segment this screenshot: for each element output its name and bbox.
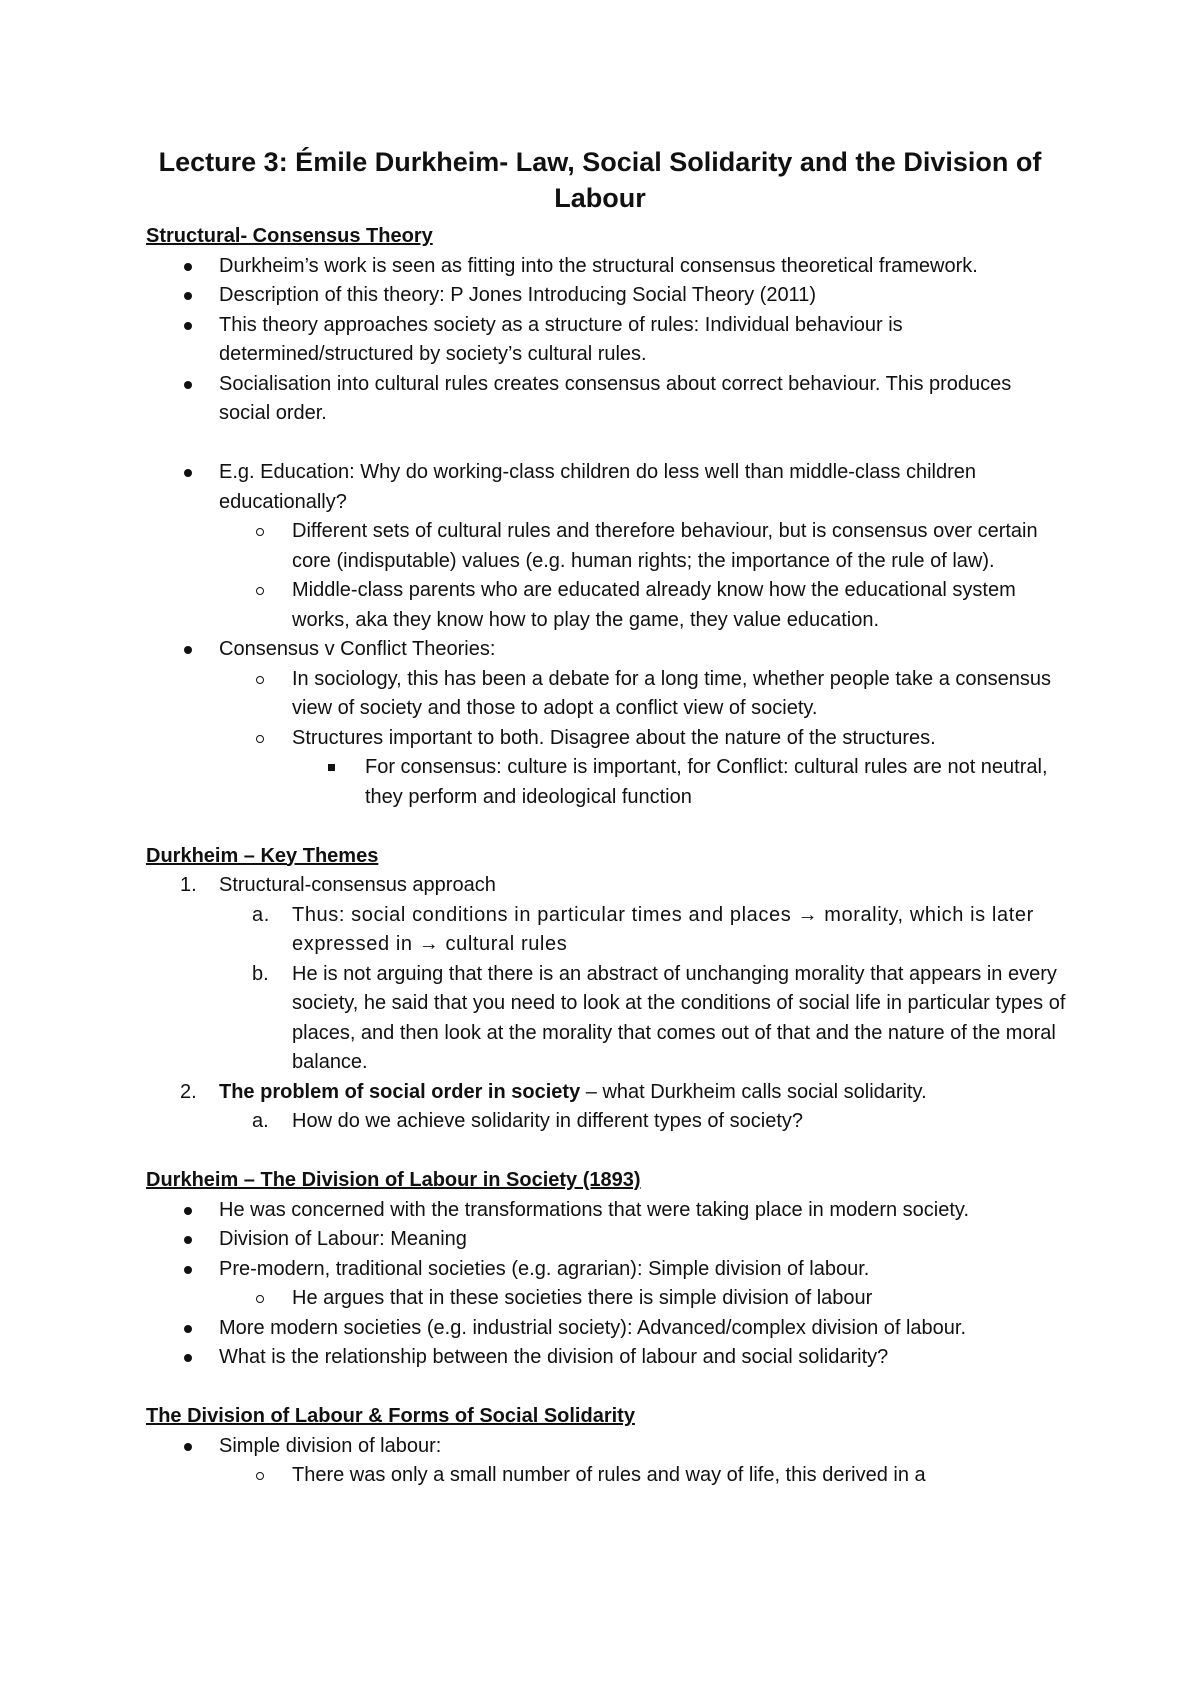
list-item: This theory approaches society as a structure of rules: Individual behaviour is determined/structured by society’s cultural rules. [146, 311, 1066, 370]
list-item: Division of Labour: Meaning [146, 1225, 1066, 1255]
list-item: Pre-modern, traditional societies (e.g. agrarian): Simple division of labour. [146, 1255, 1066, 1285]
list-item: 2. The problem of social order in society – what Durkheim calls social solidarity. [146, 1078, 1066, 1108]
list-item: He was concerned with the transformations that were taking place in modern society. [146, 1196, 1066, 1226]
spacer [146, 1137, 1066, 1167]
list-item: Description of this theory: P Jones Introducing Social Theory (2011) [146, 281, 1066, 311]
list-item: More modern societies (e.g. industrial society): Advanced/complex division of labour. [146, 1314, 1066, 1344]
section-heading-key-themes: Durkheim – Key Themes [146, 844, 379, 867]
section-heading-division-of-labour: Durkheim – The Division of Labour in Society (1893) [146, 1169, 641, 1191]
list-letter: a. [252, 903, 270, 926]
section-list-education [146, 458, 1066, 812]
bullet-circle-icon [256, 587, 264, 595]
list-number: 1. [180, 874, 197, 896]
list-item: b. He is not arguing that there is an abstract of unchanging morality that appears in every society, he said that you need to look at the conditions of social life in particular types of places, and then look at the morality that comes out of that and the nature of the moral balance. [146, 960, 1066, 1078]
list-letter: b. [252, 962, 269, 985]
list-item: Different sets of cultural rules and therefore behaviour, but is consensus over certain core (indisputable) values (e.g. human rights; the importance of the rule of law). [146, 517, 1066, 576]
list-item: Middle-class parents who are educated already know how the educational system works, aka they know how to play the game, they value education. [146, 576, 1066, 635]
list-item: There was only a small number of rules and way of life, this derived in a [146, 1461, 1066, 1491]
section-list-key-themes [146, 871, 1066, 1137]
bullet-circle-icon [256, 1472, 264, 1480]
list-item: In sociology, this has been a debate for a long time, whether people take a consensus view of society and those to adopt a conflict view of society. [146, 665, 1066, 724]
section-heading-forms-of-solidarity: The Division of Labour & Forms of Social Solidarity [146, 1405, 635, 1427]
bullet-disc-icon [184, 469, 192, 477]
bullet-disc-icon [184, 646, 192, 654]
bullet-disc-icon [184, 1207, 192, 1215]
list-item: Socialisation into cultural rules creates consensus about correct behaviour. This produces social order. [146, 370, 1066, 429]
section-list-division-of-labour [146, 1196, 1066, 1373]
list-item: What is the relationship between the division of labour and social solidarity? [146, 1343, 1066, 1373]
bullet-disc-icon [184, 1266, 192, 1274]
list-item: a. Thus: social conditions in particular times and places → morality, which is later expressed in → cultural rules [146, 901, 1066, 960]
spacer [146, 1373, 1066, 1403]
bullet-disc-icon [184, 1443, 192, 1451]
section-list-forms-of-solidarity [146, 1432, 1066, 1491]
spacer [146, 429, 1066, 459]
bullet-disc-icon [184, 1354, 192, 1362]
section-list-structural-consensus [146, 252, 1066, 429]
bold-phrase: The problem of social order in society [219, 1080, 581, 1103]
bullet-circle-icon [256, 676, 264, 684]
section-heading-structural-consensus: Structural- Consensus Theory [146, 225, 433, 247]
list-letter: a. [252, 1110, 269, 1132]
bullet-circle-icon [256, 735, 264, 743]
list-item: For consensus: culture is important, for Conflict: cultural rules are not neutral, they perform and ideological function [146, 753, 1066, 812]
list-item: 1. Structural-consensus approach [146, 871, 1066, 901]
document-title: Lecture 3: Émile Durkheim- Law, Social Solidarity and the Division of Labour [158, 147, 1042, 213]
list-item: Consensus v Conflict Theories: [146, 635, 1066, 665]
list-item: He argues that in these societies there is simple division of labour [146, 1284, 1066, 1314]
bullet-disc-icon [184, 292, 192, 300]
list-item: Structures important to both. Disagree about the nature of the structures. [146, 724, 1066, 754]
bullet-circle-icon [256, 528, 264, 536]
bullet-disc-icon [184, 1236, 192, 1244]
bullet-disc-icon [184, 381, 192, 389]
document-body [146, 222, 1066, 1491]
list-item: Durkheim’s work is seen as fitting into the structural consensus theoretical framework. [146, 252, 1066, 282]
list-item: E.g. Education: Why do working-class children do less well than middle-class children educationally? [146, 458, 1066, 517]
bullet-circle-icon [256, 1295, 264, 1303]
list-item: Simple division of labour: [146, 1432, 1066, 1462]
bullet-disc-icon [184, 263, 192, 271]
list-number: 2. [180, 1080, 197, 1103]
bullet-disc-icon [184, 1325, 192, 1333]
bullet-disc-icon [184, 322, 192, 330]
bullet-square-icon [328, 764, 335, 771]
spacer [146, 812, 1066, 842]
list-item: a. How do we achieve solidarity in different types of society? [146, 1107, 1066, 1137]
